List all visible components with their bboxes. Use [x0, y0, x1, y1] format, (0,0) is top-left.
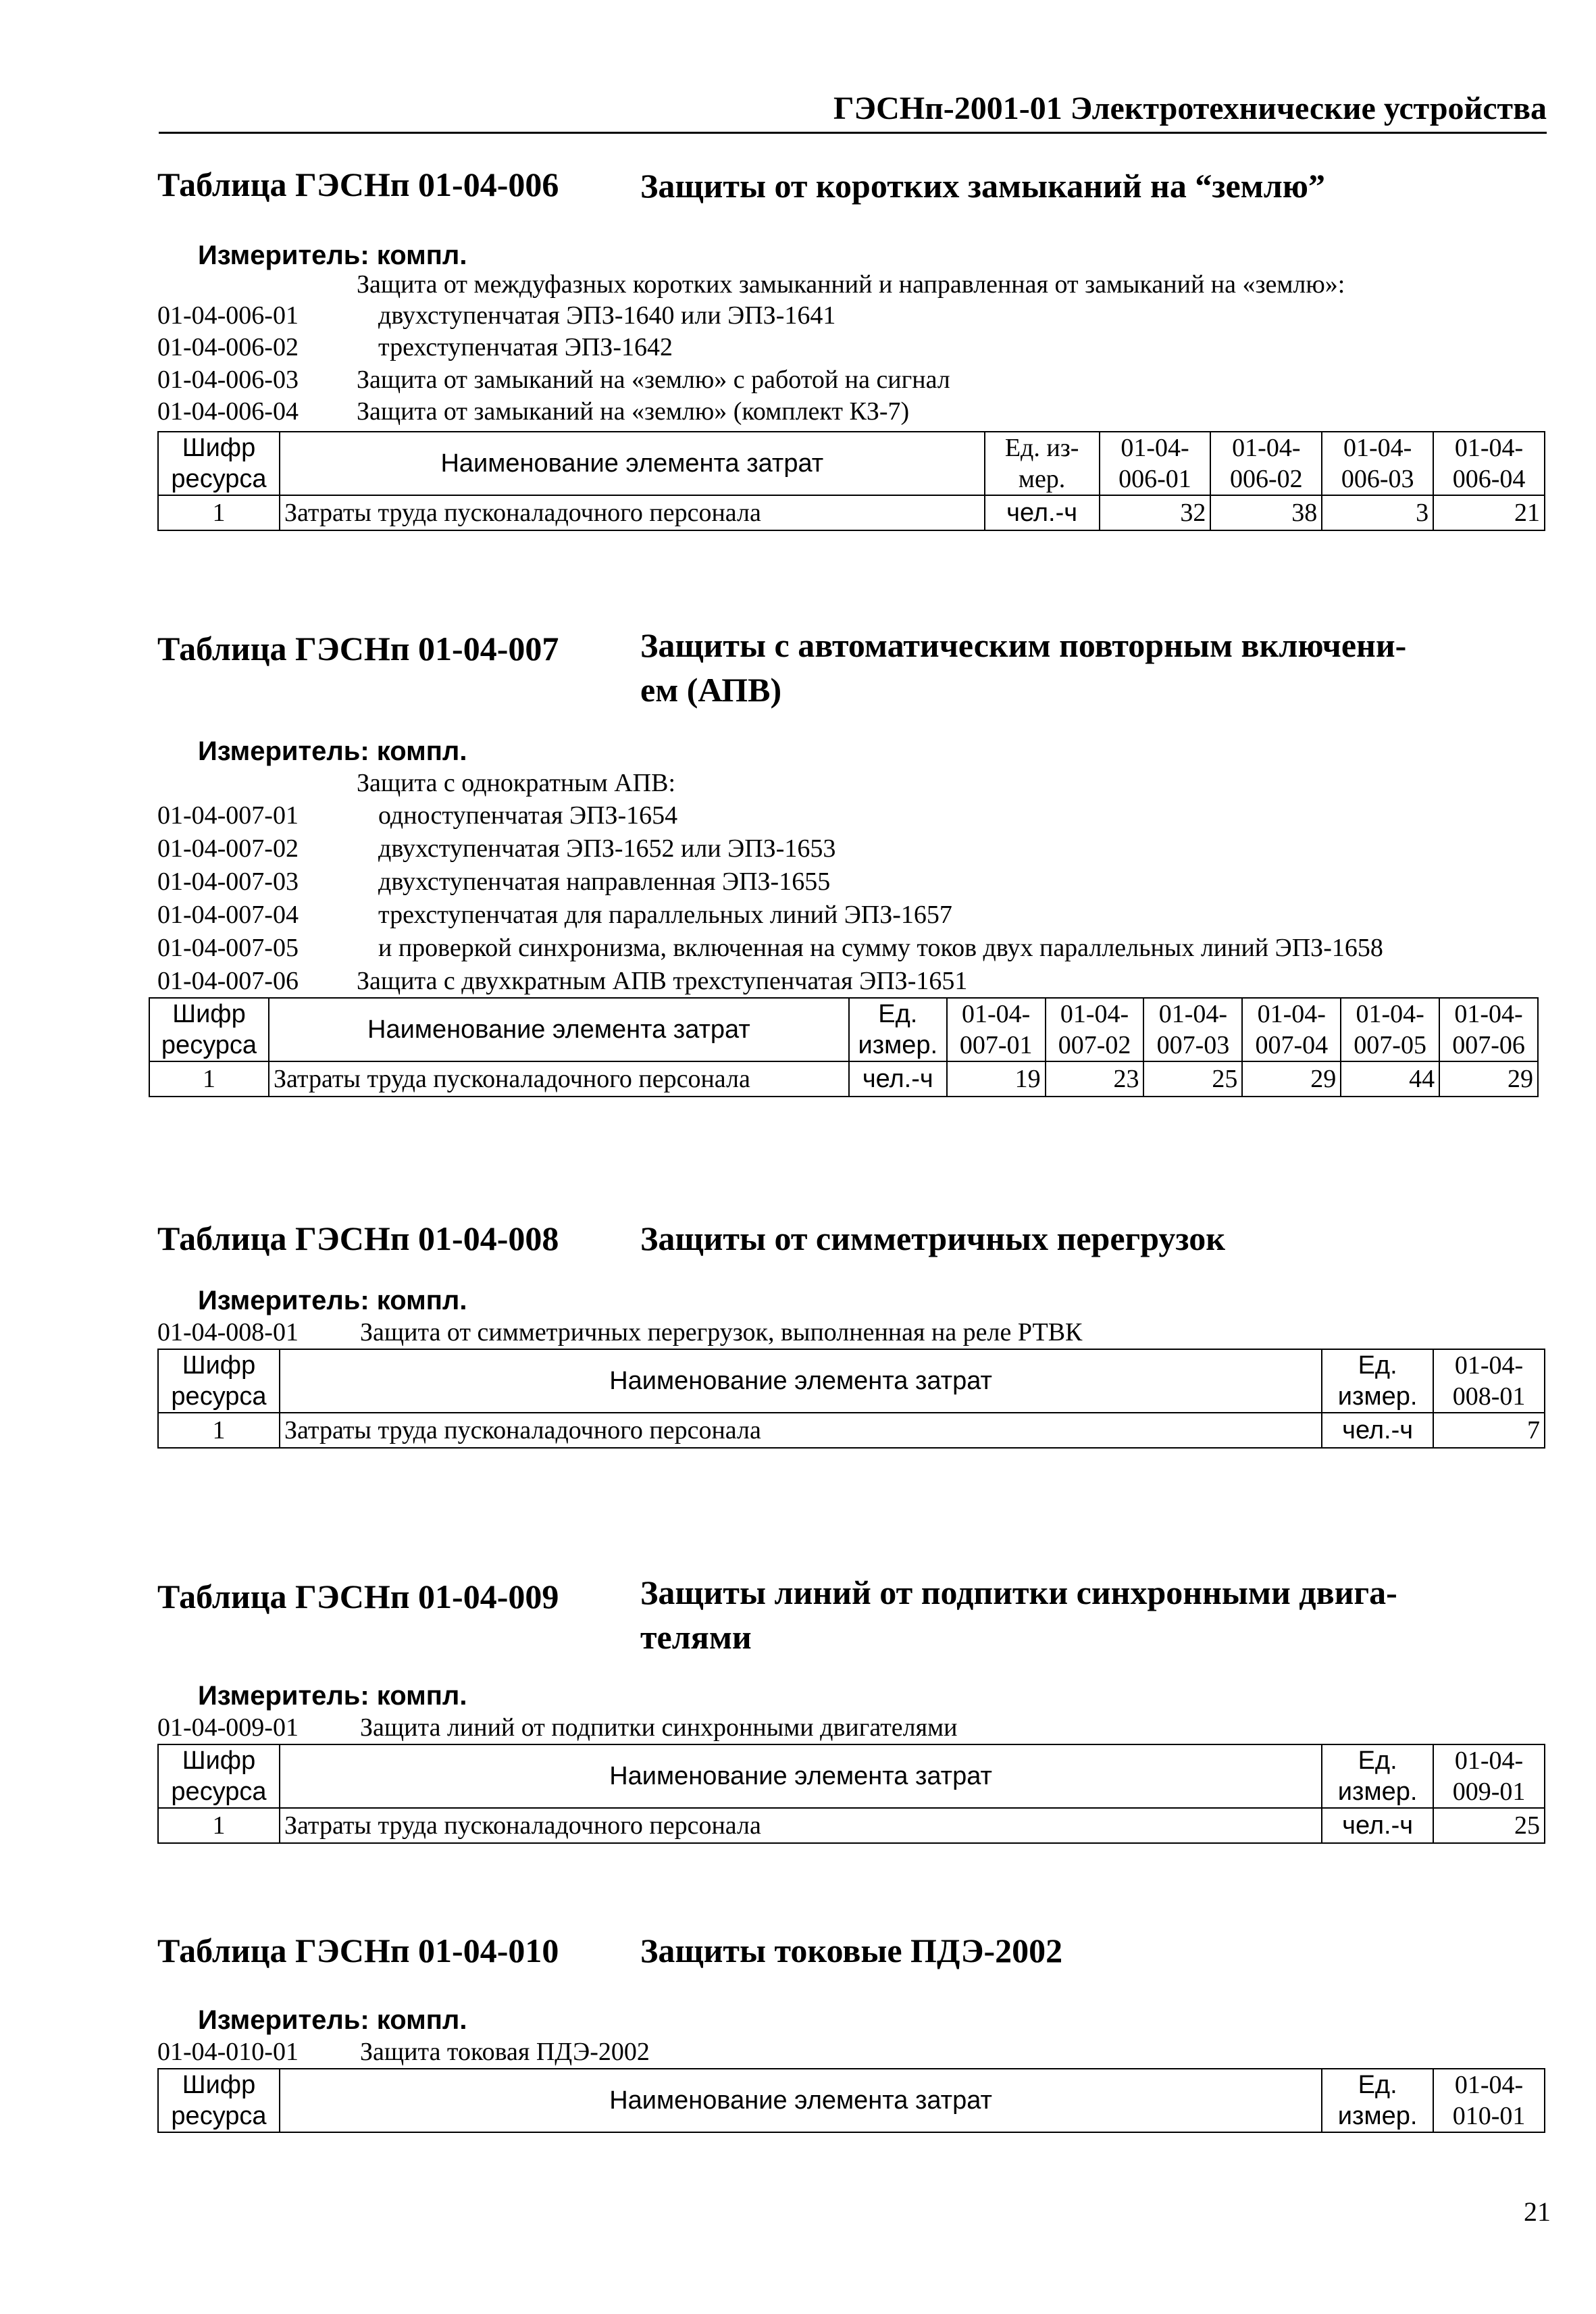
column-header: 01-04- 007-04: [1242, 998, 1341, 1061]
cell-unit: чел.-ч: [985, 495, 1100, 530]
table-row: [158, 1808, 1545, 1843]
cell-unit: чел.-ч: [1322, 1413, 1433, 1448]
item-text: Защита линий от подпитки синхронными двигателями: [360, 1713, 958, 1742]
column-header: 01-04- 006-04: [1433, 432, 1545, 495]
cell-value: 21: [1433, 495, 1545, 530]
table-id-007: Таблица ГЭСНп 01-04-007: [157, 630, 559, 668]
table-row: [149, 1061, 1538, 1097]
column-header: 01-04- 006-01: [1100, 432, 1211, 495]
table-id-009: Таблица ГЭСНп 01-04-009: [157, 1578, 559, 1615]
header-title: ГЭСНп-2001-01 Электротехнические устройства: [833, 91, 1547, 126]
cell-value: 23: [1046, 1061, 1144, 1097]
cell-code: 1: [158, 1413, 280, 1448]
cell-value: 7: [1433, 1413, 1545, 1448]
cell-value: 44: [1341, 1061, 1439, 1097]
measure-label-006: Измеритель: компл.: [198, 241, 467, 270]
running-header: [159, 84, 1547, 134]
cost-table-009: [157, 1744, 1545, 1844]
header-unit: Ед. из- мер.: [985, 432, 1100, 495]
header-name: Наименование элемента затрат: [269, 998, 849, 1061]
cell-name: Затраты труда пусконаладочного персонала: [280, 1808, 1322, 1843]
column-header: 01-04- 007-03: [1143, 998, 1242, 1061]
item-text: Защита от замыканий на «землю» (комплект КЗ-7): [357, 397, 910, 426]
column-header: 01-04- 006-02: [1210, 432, 1322, 495]
item-code: 01-04-007-05: [157, 934, 299, 962]
intro-007: Защита с однократным АПВ:: [357, 769, 676, 797]
item-code: 01-04-007-06: [157, 967, 299, 995]
cell-value: 25: [1433, 1808, 1545, 1843]
measure-label-010: Измеритель: компл.: [198, 2005, 467, 2035]
header-unit: Ед. измер.: [1322, 2069, 1433, 2132]
item-text: Защита от симметричных перегрузок, выполненная на реле РТВК: [360, 1318, 1083, 1347]
page-number: 21: [1524, 2196, 1551, 2227]
column-header: 01-04- 007-01: [947, 998, 1046, 1061]
measure-label-009: Измеритель: компл.: [198, 1681, 467, 1711]
item-code: 01-04-006-02: [157, 333, 299, 361]
header-name: Наименование элемента затрат: [280, 1744, 1322, 1808]
intro-006: Защита от междуфазных коротких замыканний и направленная от замыканий на «землю»:: [357, 270, 1345, 299]
cell-value: 32: [1100, 495, 1211, 530]
cell-value: 3: [1322, 495, 1433, 530]
item-code: 01-04-008-01: [157, 1318, 299, 1347]
cost-table-010: [157, 2068, 1545, 2133]
cell-code: 1: [158, 1808, 280, 1843]
header-unit: Ед. измер.: [1322, 1744, 1433, 1808]
table-row: [158, 495, 1545, 530]
cell-value: 29: [1439, 1061, 1538, 1097]
header-name: Наименование элемента затрат: [280, 1349, 1322, 1413]
header-unit: Ед. измер.: [1322, 1349, 1433, 1413]
measure-label-008: Измеритель: компл.: [198, 1286, 467, 1315]
table-title-006: Защиты от коротких замыканий на “землю”: [640, 167, 1325, 205]
item-text: трехступенчатая ЭПЗ-1642: [378, 333, 673, 361]
column-header: 01-04- 007-06: [1439, 998, 1538, 1061]
item-code: 01-04-007-04: [157, 901, 299, 929]
item-text: трехступенчатая для параллельных линий ЭПЗ-1657: [378, 901, 952, 929]
item-text: двухступенчатая направленная ЭПЗ-1655: [378, 867, 831, 896]
item-code: 01-04-006-04: [157, 397, 299, 426]
cell-value: 25: [1143, 1061, 1242, 1097]
item-code: 01-04-006-03: [157, 366, 299, 394]
header-code: Шифр ресурса: [158, 2069, 280, 2132]
item-code: 01-04-007-02: [157, 834, 299, 863]
table-title-010: Защиты токовые ПДЭ-2002: [640, 1932, 1063, 1969]
cost-table-007: [149, 997, 1539, 1097]
header-code: Шифр ресурса: [158, 1744, 280, 1808]
item-text: одноступенчатая ЭПЗ-1654: [378, 801, 678, 830]
item-code: 01-04-007-01: [157, 801, 299, 830]
item-text: Защита от замыканий на «землю» с работой на сигнал: [357, 366, 950, 394]
measure-label-007: Измеритель: компл.: [198, 736, 467, 766]
cell-unit: чел.-ч: [1322, 1808, 1433, 1843]
cell-value: 19: [947, 1061, 1046, 1097]
header-code: Шифр ресурса: [158, 1349, 280, 1413]
column-header: 01-04- 009-01: [1433, 1744, 1545, 1808]
column-header: 01-04- 006-03: [1322, 432, 1433, 495]
header-code: Шифр ресурса: [158, 432, 280, 495]
column-header: 01-04- 008-01: [1433, 1349, 1545, 1413]
column-header: 01-04- 010-01: [1433, 2069, 1545, 2132]
cost-table-006: [157, 431, 1545, 531]
table-id-010: Таблица ГЭСНп 01-04-010: [157, 1932, 559, 1969]
cell-code: 1: [158, 495, 280, 530]
item-text: и проверкой синхронизма, включенная на сумму токов двух параллельных линий ЭПЗ-1658: [378, 934, 1383, 962]
column-header: 01-04- 007-02: [1046, 998, 1144, 1061]
header-code: Шифр ресурса: [149, 998, 269, 1061]
table-id-008: Таблица ГЭСНп 01-04-008: [157, 1219, 559, 1257]
item-text: двухступенчатая ЭПЗ-1652 или ЭПЗ-1653: [378, 834, 836, 863]
item-code: 01-04-007-03: [157, 867, 299, 896]
item-code: 01-04-006-01: [157, 301, 299, 330]
table-row: [158, 1413, 1545, 1448]
table-id-006: Таблица ГЭСНп 01-04-006: [157, 166, 559, 203]
table-title-007: Защиты с автоматическим повторным включени- ем (АПВ): [640, 626, 1407, 709]
table-title-008: Защиты от симметричных перегрузок: [640, 1219, 1226, 1257]
cell-name: Затраты труда пусконаладочного персонала: [269, 1061, 849, 1097]
item-text: Защита токовая ПДЭ-2002: [360, 2038, 650, 2066]
header-name: Наименование элемента затрат: [280, 2069, 1322, 2132]
header-unit: Ед. измер.: [849, 998, 947, 1061]
column-header: 01-04- 007-05: [1341, 998, 1439, 1061]
item-code: 01-04-010-01: [157, 2038, 299, 2066]
table-title-009: Защиты линий от подпитки синхронными двига- телями: [640, 1574, 1397, 1656]
cost-table-008: [157, 1349, 1545, 1449]
item-text: Защита с двухкратным АПВ трехступенчатая ЭПЗ-1651: [357, 967, 968, 995]
cell-value: 38: [1210, 495, 1322, 530]
cell-code: 1: [149, 1061, 269, 1097]
cell-value: 29: [1242, 1061, 1341, 1097]
header-name: Наименование элемента затрат: [280, 432, 985, 495]
cell-name: Затраты труда пусконаладочного персонала: [280, 495, 985, 530]
cell-name: Затраты труда пусконаладочного персонала: [280, 1413, 1322, 1448]
item-text: двухступенчатая ЭПЗ-1640 или ЭПЗ-1641: [378, 301, 836, 330]
item-code: 01-04-009-01: [157, 1713, 299, 1742]
cell-unit: чел.-ч: [849, 1061, 947, 1097]
